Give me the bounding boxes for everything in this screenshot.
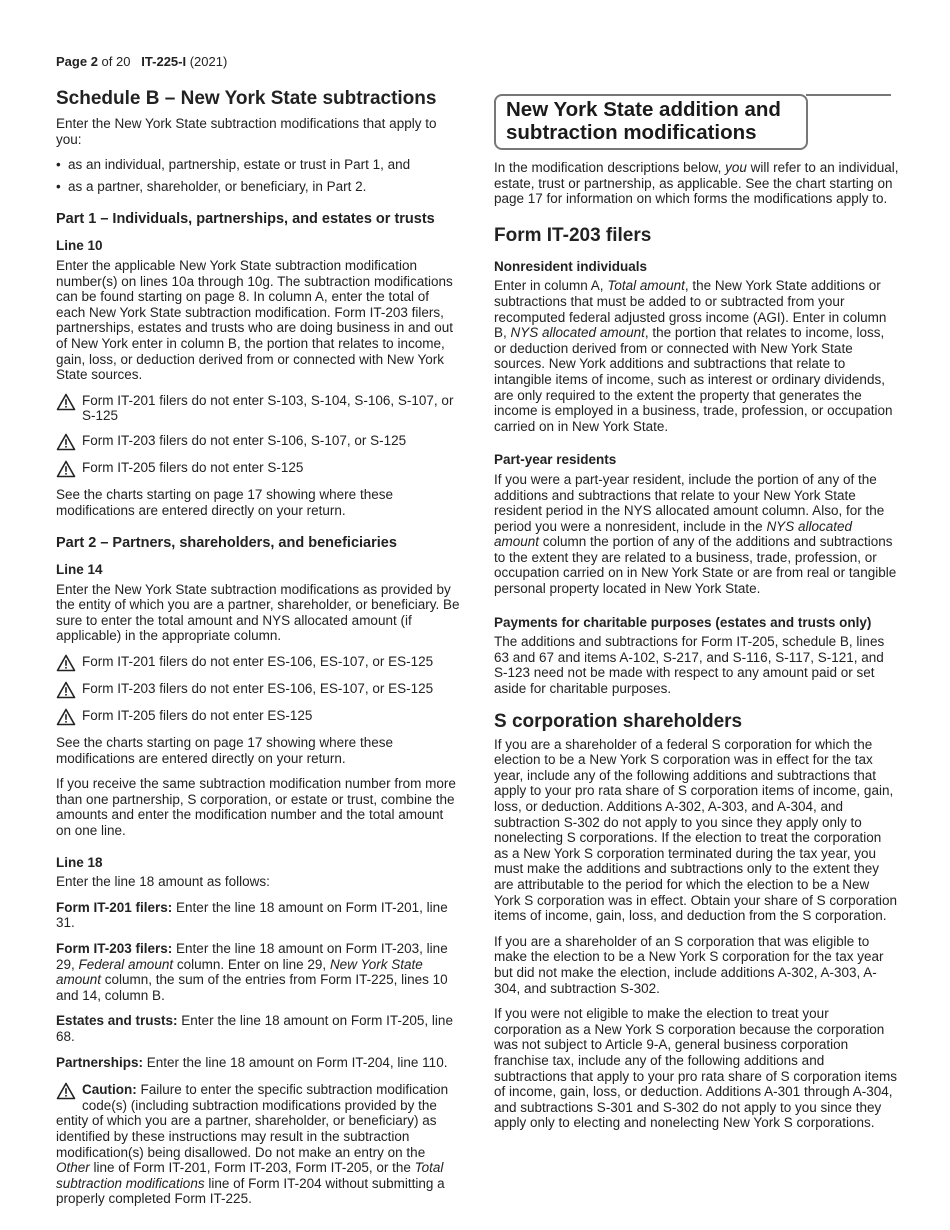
warning-icon: [56, 393, 76, 411]
it201-label: Form IT-201 filers:: [56, 899, 173, 915]
modifications-intro: [494, 160, 899, 207]
warning-note: [56, 654, 461, 672]
it203-text: column, the sum of the entries from Form IT-225, lines 10 and 14, column B.: [56, 972, 448, 1003]
page-of: of 20: [97, 54, 131, 69]
page-number: 2: [90, 54, 98, 69]
estates-instruction: [56, 1013, 461, 1044]
charitable-text: The additions and subtractions for Form IT-205, schedule B, lines 63 and 67 and items A-102, S-217, and S-116, S-117, S-121, and S-123 need not be made with respect to any amount paid or set aside for charitable purposes.: [494, 634, 885, 697]
warning-text: Form IT-201 filers do not enter S-103, S-104, S-106, S-107, or S-125: [82, 392, 454, 424]
warning-icon: [56, 1082, 76, 1100]
warning-text: Form IT-203 filers do not enter ES-106, ES-107, or ES-125: [82, 681, 434, 697]
it203-text: Enter the line 18 amount on Form IT-203, line 29,: [56, 941, 448, 972]
caution-text: line of Form IT-201, Form IT-203, Form IT-205, or the: [89, 1160, 415, 1176]
warning-text: Form IT-205 filers do not enter S-125: [82, 459, 304, 475]
bullet-item: • as a partner, shareholder, or beneficiary, in Part 2.: [56, 179, 461, 195]
page-header: [56, 54, 227, 70]
caution-text: Failure to enter the specific subtraction modification code(s) (including subtraction modifications provided by the entity of which you are a partner, shareholder, or beneficiary) as identified by these instructions may result in the subtraction modification(s) being disallowed. Do not make an entry on the: [56, 1082, 449, 1160]
warning-note: [56, 681, 461, 699]
nonresident-nys: NYS allocated amount: [510, 325, 645, 341]
estates-text: Enter the line 18 amount on Form IT-205, line 68.: [56, 1013, 453, 1044]
s-corp-paragraph: If you are a shareholder of an S corporation that was eligible to make the election to be a New York S corporation for the tax year but did not make the election, include additions A-302, A-303, A-304, and subtraction S-302.: [494, 933, 884, 996]
caution-text: line of Form IT-204 without submitting a properly completed Form IT-225.: [56, 1175, 445, 1207]
bullet-item: • as an individual, partnership, estate or trust in Part 1, and: [56, 157, 461, 173]
it203-nys: New York State amount: [56, 956, 423, 988]
warning-icon: [56, 708, 76, 726]
line14-title: Line 14: [56, 562, 103, 578]
warning-icon: [56, 654, 76, 672]
line10-title: Line 10: [56, 238, 103, 254]
partnerships-label: Partnerships:: [56, 1054, 144, 1070]
right-column: [494, 94, 899, 1141]
nonresident-text-part: , the New York State additions or subtractions that must be added to or subtracted from your recomputed federal adjusted gross income (AGI). Enter in column B,: [494, 278, 887, 341]
it201-instruction: [56, 900, 461, 931]
warning-note: [56, 433, 461, 451]
line10-text: Enter the applicable New York State subtraction modification number(s) on lines 10a through 10g. The subtraction modifications can be found starting on page 8. In column A, enter the total of each New York State subtraction modification. Form IT-203 filers, partnerships, estates and trusts who are doing business in and out of New York enter in column B, the portion that relates to income, gain, loss, or deduction derived from or connected with New York State sources.: [56, 257, 453, 383]
intro-text: In the modification descriptions below,: [494, 160, 726, 175]
part1-title: Part 1 – Individuals, partnerships, and estates or trusts: [56, 211, 435, 228]
s-corp-paragraph: If you were not eligible to make the election to treat your corporation as a New York S corporation because the corporation was not subject to Article 9-A, general business corporation franchise tax, include any of the following additions and subtractions that apply to your pro rata share of S corporation items of income, gain, loss, or deduction. Additions A-301 through A-304, and subtractions S-301 and S-302 do not apply to you since they apply only to electing and nonelecting New York S corporations.: [494, 1006, 897, 1131]
caution-other: Other: [56, 1160, 90, 1176]
warning-text: Form IT-205 filers do not enter ES-125: [82, 708, 313, 724]
schedule-b-bullets: [56, 157, 461, 194]
form-id: IT-225-I: [141, 54, 187, 69]
nonresident-title: Nonresident individuals: [494, 258, 648, 274]
warning-note: [56, 393, 461, 424]
it203-text: column. Enter on line 29,: [173, 956, 330, 972]
part-year-text: [494, 472, 899, 597]
warning-icon: [56, 433, 76, 451]
intro-you: you: [725, 160, 747, 175]
nonresident-text-part: , the portion that relates to income, loss, or deduction derived from or connected with New York State sources. New York additions and subtractions that relate to intangible items of income, such as interest or ordinary dividends, are only required to the extent the property that generates the income is employed in a business, trade, profession, or occupation carried on in New York State.: [494, 325, 893, 434]
it203-label: Form IT-203 filers:: [56, 941, 173, 956]
caution-note: [56, 1082, 461, 1207]
modifications-title: New York State addition and subtraction modifications: [506, 98, 781, 144]
part-year-text-part: If you were a part-year resident, include the portion of any of the additions and subtractions that relate to your New York State resident period in the NYS allocated amount column. Also, for the period you were a nonresident, include in the: [494, 471, 885, 534]
caution-total: Total subtraction modifications: [56, 1160, 444, 1191]
nonresident-text: [494, 278, 899, 434]
it203-federal: Federal amount: [78, 956, 174, 972]
warning-icon: [56, 681, 76, 699]
part-year-nys: NYS allocated amount: [494, 518, 852, 550]
estates-label: Estates and trusts:: [56, 1013, 178, 1029]
charitable-title: Payments for charitable purposes (estates and trusts only): [494, 614, 872, 630]
s-corp-title: S corporation shareholders: [494, 710, 743, 732]
partnerships-text: Enter the line 18 amount on Form IT-204, line 110.: [143, 1054, 448, 1070]
line14-text: Enter the New York State subtraction modifications as provided by the entity of which you are a partner, shareholder, or beneficiary. Be sure to enter the total amount and NYS allocated amount (if applicable) in the appropriate column.: [56, 581, 460, 644]
s-corp-paragraph: If you are a shareholder of a federal S corporation for which the election to be a New York S corporation was in effect for the tax year, include any of the following additions and subtractions that apply to your pro rata share of S corporation items of income, gain, loss, or deduction. Additions A-302, A-303, and A-304, and subtraction S-302 do not apply to you since they apply only to nonelecting S corporations. If the election to treat the corporation as a New York S corporation terminated during the tax year, you must make the additions and subtractions only to the extent they are attributable to the period for which the election to be a New York S corporation was in effect. Obtain your share of S corporation items of income, gain, loss, and deduction from the S corporation.: [494, 736, 897, 924]
same-number-note: If you receive the same subtraction modification number from more than one partnership, S corporation, or estate or trust, combine the amounts and enter the modification number and the total amount on one line.: [56, 776, 456, 839]
warning-icon: [56, 460, 76, 478]
modifications-title-box: [494, 94, 808, 150]
line18-intro: Enter the line 18 amount as follows:: [56, 874, 270, 890]
schedule-b-title: Schedule B – New York State subtractions: [56, 88, 437, 109]
nonresident-text-part: Enter in column A,: [494, 278, 608, 294]
caution-label: Caution:: [82, 1082, 137, 1098]
charts-note: See the charts starting on page 17 showing where these modifications are entered directly on your return.: [56, 735, 393, 766]
page-label: Page: [56, 54, 91, 69]
part-year-title: Part-year residents: [494, 452, 617, 468]
left-column: [56, 88, 461, 1207]
part2-title: Part 2 – Partners, shareholders, and beneficiaries: [56, 535, 397, 552]
intro-text: will refer to an individual, estate, trust or partnership, as applicable. See the chart starting on page 17 for information on which forms the modifications apply to.: [494, 160, 899, 207]
warning-text: Form IT-203 filers do not enter S-106, S-107, or S-125: [82, 432, 407, 448]
nonresident-total: Total amount: [607, 278, 685, 294]
it203-filers-title: Form IT-203 filers: [494, 224, 652, 246]
it203-instruction: [56, 941, 461, 1003]
schedule-b-intro: Enter the New York State subtraction modifications that apply to you:: [56, 116, 437, 147]
warning-note: [56, 460, 461, 478]
form-year: (2021): [186, 54, 228, 69]
warning-note: [56, 708, 461, 726]
partnerships-instruction: [56, 1055, 461, 1071]
warning-text: Form IT-201 filers do not enter ES-106, ES-107, or ES-125: [82, 654, 434, 670]
it201-text: Enter the line 18 amount on Form IT-201, line 31.: [56, 899, 448, 931]
part-year-text-part: column the portion of any of the additions and subtractions to the extent they are related to a business, trade, profession, or occupation carried on in New York State or are from real or tangible personal property located in New York State.: [494, 534, 897, 597]
charts-note: See the charts starting on page 17 showing where these modifications are entered directly on your return.: [56, 486, 393, 518]
line18-title: Line 18: [56, 854, 103, 870]
